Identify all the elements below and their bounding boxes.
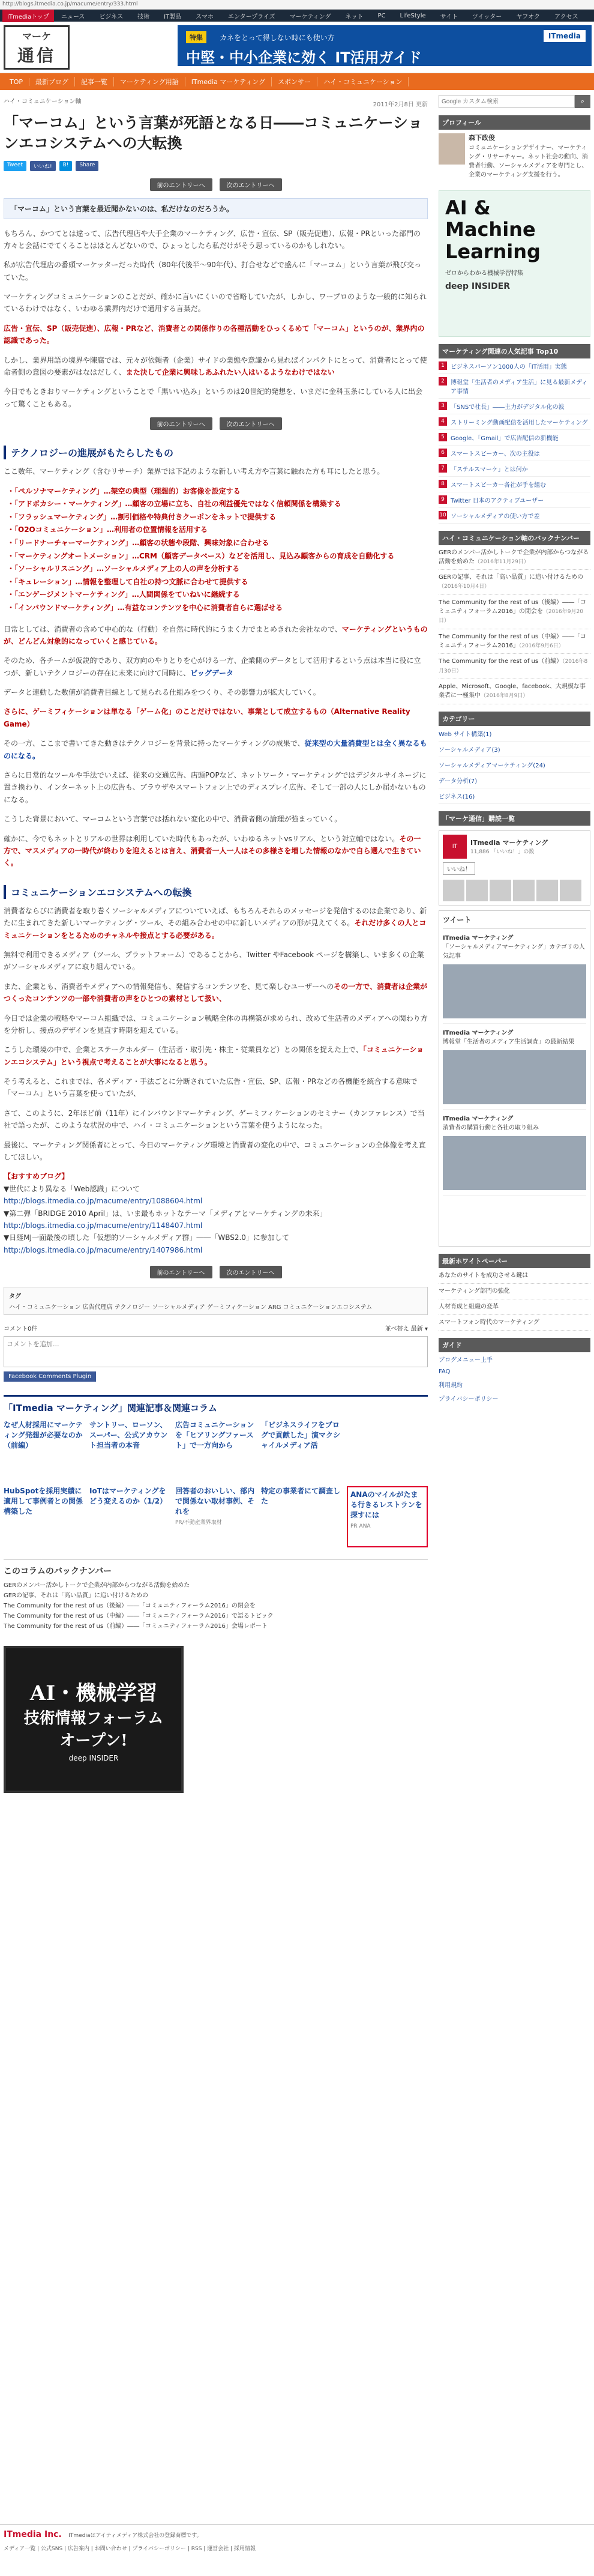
paragraph: 今日では企業の戦略やマーコム組織では、コミュニケーション戦略全体の再構築が求められ、改めて生活者のメディアへの関わり方を分析し、接点のデザインを見直す時期を迎えている。 [4,1014,428,1035]
facebook-like-button[interactable]: いいね！ [443,862,475,875]
news-item-date: （2016年9月20日） [439,608,583,624]
share-button[interactable]: Share [76,161,98,171]
paragraph: こうした背景において、マーコムという言葉では括れない変化の中で、消費者側の論理が強まっていく。 [4,815,342,824]
backnumber-list [4,1580,428,1631]
comment-section [4,1323,428,1382]
topnav-item[interactable]: アクセス [554,13,578,20]
related-card-title: なぜ人材採用にマーケティング発想が必要なのか（前編） [4,1421,83,1450]
text: また、企業とも、消費者やメディアへの情報発信も、発信するコンテンツを、見て楽しむユーザーへの [4,982,334,991]
related-card-source: PR ANA [350,1523,371,1529]
paragraph: さらに日常的なツールや手法でいえば、従来の交通広告、店頭POPなど、ネットワーク・マーケティングではデジタルサイネージに置き換わり、インターネット上の広告も、ブラウザやスマートフォン上でのディスプレイ広告、そして一部の人にしか届かないものになる。 [4,771,427,804]
footer-company[interactable]: ITmedia Inc. [4,2530,62,2539]
tweet-author: ITmedia マーケティング [443,934,514,942]
profile-title: プロフィール [439,115,590,130]
banner-tag: 特集 [186,31,206,43]
rank-number: 9 [439,495,447,504]
ranking-box [439,344,590,524]
sidebar-ad[interactable] [439,190,590,337]
rank-number: 4 [439,417,447,426]
category-item[interactable]: ソーシャルメディアマーケティング(24) [439,757,590,773]
paragraph [4,1044,428,1068]
text-emphasis: その一方で、マスメディアの一時代が終わりを迎えるとは言え、消費者一人一人はその多様さを増した情報のなかで自ら選んで生きていく。 [4,834,421,868]
tweet-text: 博報堂「生活者のメディア生活調査」の最新結果 [443,1038,575,1045]
entry-pager-top [4,178,428,191]
related-grid [4,1420,428,1547]
list-item: ・「アドボカシー・マーケティング」…顧客の立場に立ち、自社の利益優先ではなく信頼関係を構築する [7,500,341,509]
entry-link[interactable]: http://blogs.itmedia.co.jp/macume/entry/1407986.html [4,1245,203,1254]
fan-avatar [513,880,535,901]
tweet-image [443,1050,586,1104]
news-item[interactable] [439,654,590,679]
topnav-item[interactable]: ネット [345,13,364,20]
breadcrumb[interactable]: ハイ・コミュニケーション軸 [4,98,82,105]
link-text: ▼世代により異なる「Web認識」について [4,1184,140,1193]
hatena-button[interactable]: B! [59,161,73,171]
backnumber-item[interactable]: The Community for the rest of us（中編）――「コミュニティフォーラム2016」で語るトピック [4,1613,274,1620]
ranking-item[interactable] [439,358,590,374]
fan-avatar [490,880,511,901]
text-emphasis: また決して企業に興味しあふれたい人はいるようなわけではない [125,368,335,377]
ranking-item[interactable] [439,492,590,508]
entry-link[interactable]: http://blogs.itmedia.co.jp/macume/entry/1088604.html [4,1197,203,1206]
sidebar-ad-title: AI & Machine Learning [445,196,541,264]
footer-links[interactable]: メディア一覧 | 公式SNS | 広告案内 | お問い合わせ | プライバシーポリシー | RSS | 運営会社 | 採用情報 [4,2546,256,2552]
article-title: 「マーコム」という言葉が死語となる日――コミュニケーションエコシステムへの大転換 [4,114,423,152]
ranking-item-title: 「ステルスマーケ」とは何か [451,466,528,473]
link-text: ▼第二弾「BRIDGE 2010 April」は、いま最もホットなテーマ「メディアとマーケティングの未来」 [4,1209,327,1218]
ad-line3: オープン! [59,1732,128,1750]
text-emphasis-blue: 従来型の大量消費型とは全く異なるものになる。 [4,739,427,760]
recommended-heading: 【おすすめブログ】 [4,1172,69,1181]
tags-label: タグ [9,1293,21,1301]
rank-number: 7 [439,464,447,473]
search-icon[interactable]: ⌕ [575,95,590,108]
related-card[interactable] [89,1486,170,1547]
backnumber-item[interactable]: GERのメンバー活かしトークで企業が内部からつながる活動を始めた [4,1582,190,1589]
text-emphasis: マーケティングというものが、どんどん対象的になっていくと感じている。 [4,624,428,646]
topnav-item[interactable]: スマホ [196,13,214,20]
news-item-date: （2016年9月6日） [518,642,564,649]
tweet-text: 「ソーシャルメディアマーケティング」カテゴリの人気記事 [443,943,585,960]
like-button[interactable]: いいね! [30,161,56,171]
related-card-title: サントリー、ローソン、スーパー、公式アカウント担当者の本音 [89,1421,168,1450]
news-item-date: （2016年8月30日） [439,659,588,674]
category-item[interactable]: データ分析(7) [439,773,590,788]
text: 日常としては、消費者の含めて中心的な（行動）を自然に時代的にうまく力でまとめきれた会社なので、 [4,624,342,633]
article-lead: 「マーコム」という言葉を最近聞かないのは、私だけなのだろうか。 [4,198,428,219]
related-card-title: HubSpotを採用実績に適用して事例者との関係構築した [4,1487,83,1516]
news-item-title: The Community for the rest of us（前編） [439,658,563,665]
article-column [4,90,439,1793]
backnumber-item[interactable]: GERの記事、それは「高い品質」に追い付けるための [4,1592,149,1600]
category-item[interactable]: ソーシャルメディア(3) [439,742,590,757]
site-search [439,95,590,108]
ranking-item-title: Google、「Gmail」で広告配信の新機能 [451,435,559,442]
list-item: ・「O2Oコミュニケーション」…利用者の位置情報を活用する [7,525,208,534]
banner-subtitle: カネをとって得しない時にも使い方 [220,34,335,42]
category-title: カテゴリー [439,712,590,726]
site-footer [0,2524,594,2576]
prev-entry-button[interactable]: 前のエントリーへ [150,1266,212,1278]
paragraph: データと連動した数値が消費者目線として見られる仕組みをつくり、その影響力が拡大していく。 [4,688,320,697]
text: その一方、ここまで書いてきた動きはテクノロジーを背景に持ったマーケティングの成果で、 [4,739,305,748]
tweet-author: ITmedia マーケティング [443,1029,514,1036]
category-item[interactable]: Web サイト構築(1) [439,726,590,742]
ranking-item-title: 「SNSで社長」――主力がデジタル化の波 [451,404,565,411]
guide-title: ガイド [439,1338,590,1352]
whitepaper-item[interactable]: 人材育成と組織の変革 [439,1299,590,1315]
sidebar [439,90,590,1793]
topnav-item[interactable]: LifeStyle [400,12,426,19]
paragraph [4,737,428,762]
related-title: 「ITmedia マーケティング」関連記事＆関連コラム [4,1403,217,1414]
backnumber-item[interactable]: The Community for the rest of us（前編）――「コミュニティフォーラム2016」会場レポート [4,1623,268,1630]
tweet-item[interactable] [443,1024,586,1110]
paragraph: ここ数年、マーケティング（含むリサーチ）業界では下記のような新しい考え方や言葉に触れた方も耳にしたと思う。 [4,467,385,476]
site-header [0,22,594,73]
ranking-item[interactable] [439,477,590,492]
paragraph [4,354,428,379]
fan-avatar [536,880,558,901]
rank-number: 10 [439,512,446,518]
paragraph: 最後に、マーケティング関係者にとって、今日のマーケティング環境と消費者の変化の中で、コミュニケーションの全体像を考え直してほしい。 [4,1140,426,1162]
ranking-item-title: 博報堂「生活者のメディア生活」に見る最新メディア事情 [451,379,588,395]
comment-count: コメント0件 [4,1326,38,1333]
sort-control[interactable] [385,1323,428,1332]
related-card[interactable] [89,1420,170,1481]
paragraph: もちろん、かつてとは違って、広告代理店や大手企業のマーケティング、広告・宣伝、SP（販売促進）、広報・PRといった部門の方々と会話にでてくることはほとんどないので、ひょっとしたら私だけがそう思っているのかもしれない。 [4,229,421,250]
paragraph: そう考えると、これまでは、各メディア・手法ごとに分断されていた広告・宣伝、SP、広報・PRなどの各機能を統合する意味で「マーコム」という言葉を使っていたが、 [4,1077,418,1098]
ranking-item[interactable] [439,508,590,524]
sidebar-ad-brand: deep INSIDER [445,281,511,291]
browser-url-bar[interactable]: http://blogs.itmedia.co.jp/macume/entry/333.html [0,0,594,10]
news-item[interactable] [439,629,590,655]
recommended-links [4,1170,428,1256]
avatar [439,133,465,165]
category-box [439,712,590,804]
related-card[interactable] [261,1486,342,1547]
news-item-title: The Community for the rest of us（後編）――「コミュニティフォーラム2016」の閉会を [439,599,587,615]
topnav-item[interactable]: ツイッター [472,13,502,20]
news-item-date: （2016年10月4日） [439,584,490,590]
prev-entry-button[interactable]: 前のエントリーへ [150,178,212,191]
related-card-source: PR/不動産業界取材 [175,1519,222,1526]
chevron-down-icon: ▾ [424,1326,428,1333]
backnumber-section [4,1559,428,1631]
rank-number: 5 [439,433,447,441]
paragraph [4,623,428,648]
banner-title: 中堅・中小企業に効く IT活用ガイド [186,49,422,66]
tweet-item[interactable] [443,929,586,1024]
category-nav-item[interactable]: ITmedia マーケティング [185,77,272,86]
related-card-title: 広告コミュニケーションを「ヒアリングファースト」で一方向から [175,1421,254,1450]
topnav-item[interactable]: サイト [440,13,458,20]
bottom-ad-banner[interactable] [4,1646,184,1793]
category-nav-item[interactable]: マーケティング用語 [114,77,185,86]
ranking-item-title: スマートスピーカー各社が手を組む [451,482,547,489]
article-date: 2011年2月8日 更新 [373,101,428,108]
related-articles [4,1395,428,1547]
guide-item[interactable]: ブログメニュー上手 [439,1356,493,1364]
next-entry-button[interactable]: 次のエントリーへ [220,178,282,191]
ranking-item[interactable] [439,374,590,399]
backnumber-item[interactable]: The Community for the rest of us（後編）――「コミュニティフォーラム2016」の閉会を [4,1603,256,1610]
tweet-item[interactable] [443,1110,586,1196]
ranking-title: マーケティング関連の人気記事 Top10 [439,344,590,358]
sidebar-ad-subtitle: ゼロからわかる機械学習特集 [445,270,523,277]
topnav-item[interactable]: PC [377,12,386,19]
link-text: ▼日経MJ一面最後の頃した「仮想的ソーシャルメディア群」――「WBS2.0」に参加して [4,1233,289,1242]
paragraph [4,655,428,679]
related-card[interactable] [347,1486,428,1547]
paragraph: 無料で利用できるメディア（ツール、プラットフォーム）であることから、Twitter やFacebook ページを構築し、いま多くの企業がソーシャルメディアに取り組んでいる。 [4,950,424,972]
related-card[interactable] [347,1420,428,1481]
backnumber-title: このコラムのバックナンバー [4,1567,112,1577]
profile-text: コミュニケーションデザイナー、マーケティング・リサーチャー。ネット社会の動向、消費者行動、ソーシャルメディアを専門とし、企業のマーケティング支援を行う。 [469,144,588,178]
profile-box [439,115,590,183]
text: そのため、各チームが仮説的であり、双方向のやりとりを心がける一方、企業側のデータとして活用するという点は本当に役に立つが、新しいテクノロジーの存在に未来に向けて同時に、 [4,656,421,677]
topnav-item[interactable]: ITmediaトップ [2,10,54,22]
list-item: ・「リードナーチャーマーケティング」…顧客の状態や段階、興味対象に合わせる [7,538,269,547]
category-navigation [0,73,594,90]
news-item[interactable] [439,545,590,570]
paragraph [4,833,428,869]
paragraph [4,981,428,1005]
tweet-author: ITmedia マーケティング [443,1115,514,1122]
next-entry-button[interactable]: 次のエントリーへ [220,1266,282,1278]
news-item-date: （2016年11月29日） [475,558,529,565]
facebook-like-count: 11,886 「いいね！」の数 [470,849,535,855]
list-item: ・「キュレーション」…情報を整理して自社の持つ文脈に合わせて提供する [7,577,248,586]
next-entry-button[interactable]: 次のエントリーへ [220,417,282,430]
ranking-item-title: ビジネスパーソン1000人の「IT活用」実態 [451,363,567,370]
footer-copyright: ITmediaはアイティメディア株式会社の登録商標です。 [68,2533,202,2539]
logo-line2: 通信 [17,45,56,65]
list-item: ・「マーケティングオートメーション」…CRM（顧客データベース）などを活用し、見込み顧客からの育成を自動化する [7,551,395,560]
tags-list[interactable]: ハイ・コミュニケーション 広告代理店 テクノロジー ソーシャルメディア ゲーミフィケーション ARG コミュニケーションエコシステム [9,1304,373,1311]
topnav-item[interactable]: ビジネス [99,13,124,20]
category-nav-item[interactable]: ハイ・コミュニケーション [317,77,409,86]
paragraph-emphasis: 広告・宣伝、SP（販売促進）、広報・PRなど、消費者との関係作りの各種活動をひっくるめて「マーコム」というのが、業界内の認識であった。 [4,324,425,345]
list-item: ・「ペルソナマーケティング」…架空の典型（理想的）お客像を設定する [7,486,241,495]
logo-line1: マーケ [22,30,51,42]
related-card-title: 回答者のおいしい、部内で関係ない取材事例、それを [175,1487,255,1516]
ranking-item[interactable] [439,461,590,477]
facebook-page-icon[interactable]: IT [443,835,467,859]
related-card[interactable] [261,1420,342,1481]
paragraph: マーケティングコミュニケーションのことだが、確かに言いにくいので省略していたが、しかし、ワープロのような一般的に知られているわけではなく、いわゆる業界内だけで通用する言葉だ。 [4,292,427,313]
top-banner-ad[interactable] [178,25,592,66]
sort-label: 並べ替え [385,1326,409,1333]
ad-line2: 技術情報フォーラム [23,1710,164,1728]
top-navigation [0,10,594,22]
tag-box [4,1287,428,1315]
paragraph-emphasis: さらに、ゲーミフィケーションは単なる「ゲーム化」のことだけではない、事業として成立するもの（Alternative Reality Game） [4,707,410,728]
news-item[interactable] [439,595,590,629]
whitepaper-item[interactable]: マーケティング部門の強化 [439,1284,590,1299]
topnav-item[interactable]: ヤフオク [516,13,540,20]
paragraph: 今日でもときおりマーケティングということで「黒いい込み」というのは20世紀的発想を、いまだに金科玉条にしている人に出会って驚くこともある。 [4,387,423,408]
fan-faces [443,880,586,901]
ad-line1: AI・機械学習 [29,1681,158,1706]
list-item: ・「フラッシュマーケティング」…割引価格や特典付きクーポンをネットで提供する [7,512,277,521]
backnumber-box-title: ハイ・コミュニケーション軸のバックナンバー [439,531,590,545]
whitepaper-item[interactable]: スマートフォン時代のマーケティング [439,1315,590,1331]
ranking-item[interactable] [439,430,590,446]
entry-link[interactable]: http://blogs.itmedia.co.jp/macume/entry/1148407.html [4,1221,203,1230]
guide-item[interactable]: FAQ [439,1368,451,1375]
rank-number: 1 [439,361,447,370]
section-heading: コミュニケーションエコシステムへの転換 [4,885,428,899]
share-buttons [4,161,428,171]
tweet-image [443,1136,586,1190]
section-heading: テクノロジーの進展がもたらしたもの [4,446,428,459]
twitter-timeline [439,910,590,1247]
text-emphasis: その一方で、消費者は企業がつくったコンテンツの一部や消費者の声をひとつの素材として扱い、 [4,982,427,1003]
text-emphasis-blue: ビッグデータ [190,668,233,677]
site-logo[interactable] [4,25,70,70]
news-item-title: The Community for the rest of us（中編）――「コミュニティフォーラム2016」 [439,633,587,649]
rank-number: 6 [439,449,447,457]
banner-brand: ITmedia [544,30,586,42]
rank-number: 2 [439,377,447,385]
category-nav-item[interactable]: 最新ブログ [29,77,75,86]
ranking-item-title: Twitter 日本のアクティブユーザー [451,497,544,504]
guide-box [439,1338,590,1405]
paragraph: さて、このように、2年ほど前（11年）にインバウンドマーケティング、ゲーミフィケーションのセミナー（カンファレンス）で当社で語ったが、このような状況の中で、ハイ・コミュニケーションという言葉を使うようになった。 [4,1108,425,1130]
whitepaper-box [439,1254,590,1331]
facebook-comments-plugin[interactable]: Facebook Comments Plugin [4,1371,96,1382]
ranking-item-title: スマートスピーカー、次の主役は [451,450,540,458]
facebook-page-name[interactable]: ITmedia マーケティング [470,839,548,847]
related-card[interactable] [4,1486,85,1547]
tweet-button[interactable]: Tweet [4,161,26,171]
category-nav-item[interactable]: スポンサー [272,77,317,86]
topnav-item[interactable]: エンタープライズ [227,13,275,20]
list-item: ・「ソーシャルリスニング」…ソーシャルメディア上の人の声を分析する [7,564,240,573]
fan-avatar [560,880,581,901]
prev-entry-button[interactable]: 前のエントリーへ [150,417,212,430]
category-item[interactable]: ビジネス(16) [439,788,590,804]
text-emphasis: それだけ多くの人とコミュニケーションをとるためのチャネルや接点とする必要がある。 [4,919,427,940]
related-card[interactable] [175,1420,256,1481]
text-emphasis: 「コミュニケーションエコシステム」という視点で考えることが大事になると思う。 [4,1045,424,1066]
paragraph: 私が広告代理店の番頭マーケッターだった時代（80年代後半〜90年代）、打合せなどで盛んに「マーコム」という言葉が飛び交っていた。 [4,261,421,282]
facebook-box [439,811,590,906]
related-card-title: 「ビジネスライフをブログで貢献した」演マクシャイルメディア活 [261,1421,341,1450]
topnav-item[interactable]: ニュース [61,13,85,20]
related-card-title: IoTはマーケティングをどう変えるのか（1/2） [89,1487,167,1505]
topnav-item[interactable]: マーケティング [289,13,331,20]
ranking-item-title: ソーシャルメディアの使い方で差 [451,513,540,520]
text: しかし、業界用語の境界や陳腐では、元々が依頼者（企業）サイドの業態や意識から見ればインパクトにとって、消費者にとって使命者側の意図の要素がはなはだしく、 [4,355,427,377]
news-item[interactable] [439,570,590,595]
news-item-title: Apple、Microsoft、Google、facebook、大規模な事業者に一極集中 [439,683,586,699]
news-item-title: GERのメンバー活かしトークで企業が内部からつながる活動を始めた [439,549,589,565]
paragraph [4,905,428,942]
tweet-image [443,964,586,1018]
rank-number: 8 [439,480,447,488]
profile-name[interactable]: 森下政俊 [469,134,495,142]
rank-number: 3 [439,402,447,410]
term-list [4,485,428,615]
ad-brand: deep INSIDER [68,1754,119,1763]
tweet-text: 消費者の購買行動と各社の取り組み [443,1124,539,1131]
comment-input[interactable] [4,1336,428,1367]
related-card[interactable] [175,1486,256,1547]
category-nav-item[interactable]: TOP [4,78,29,86]
whitepaper-item[interactable]: あなたのサイトを成功させる鍵は [439,1268,590,1284]
backnumber-box [439,531,590,704]
news-item[interactable] [439,679,590,704]
ranking-item-title: ストリーミング動画配信を活用したマーケティング [451,419,588,426]
category-nav-item[interactable]: 記事一覧 [75,77,114,86]
ranking-item[interactable] [439,399,590,414]
sort-value: 最新 [410,1326,423,1333]
topnav-item[interactable]: IT製品 [164,13,182,20]
search-input[interactable] [439,95,575,108]
guide-item[interactable]: 利用規約 [439,1382,463,1389]
topnav-item[interactable]: 技術 [137,13,150,20]
list-item: ・「エンゲージメントマーケティング」…人間関係をていねいに継続する [7,590,240,599]
ranking-item[interactable] [439,446,590,461]
text: 消費者ならびに消費者を取り巻くソーシャルメディアについていえば、もちろんそれらのメッセージを発信するのは企業であり、新たに生まれてきた新しいマーケティング・ツール、その組み合わせの中に新しいメディアの形が見えてくる。 [4,906,427,928]
fan-avatar [443,880,464,901]
fan-avatar [466,880,488,901]
twitter-title: ツイート [443,915,586,929]
text: 確かに、今でもネットとリアルの世界は利用していた時代もあったが、いわゆるネットvsリアル、という対立軸ではない。 [4,834,400,843]
list-item: ・「インバウンドマーケティング」…有益なコンテンツを中心に消費者自らに選ばせる [7,603,283,612]
whitepaper-title: 最新ホワイトペーパー [439,1254,590,1268]
entry-pager-bottom [4,1266,428,1278]
ranking-item[interactable] [439,414,590,430]
entry-pager-mid [4,417,428,430]
related-card-title: ANAのマイルがたまる行きるレストランを探すには [350,1490,422,1519]
related-card[interactable] [4,1420,85,1481]
news-item-date: （2016年8月9日） [481,693,529,699]
facebook-box-title: 「マーケ通信」購読一覧 [439,811,590,826]
related-card-title: 特定の事業者にて調査した [261,1487,341,1505]
guide-item[interactable]: プライバシーポリシー [439,1395,499,1403]
text: こうした環境の中で、企業とステークホルダー（生活者・取引先・株主・従業員など）との関係を捉えた上で、 [4,1045,363,1054]
news-item-title: GERの記事、それは「高い品質」に追い付けるための [439,574,584,581]
